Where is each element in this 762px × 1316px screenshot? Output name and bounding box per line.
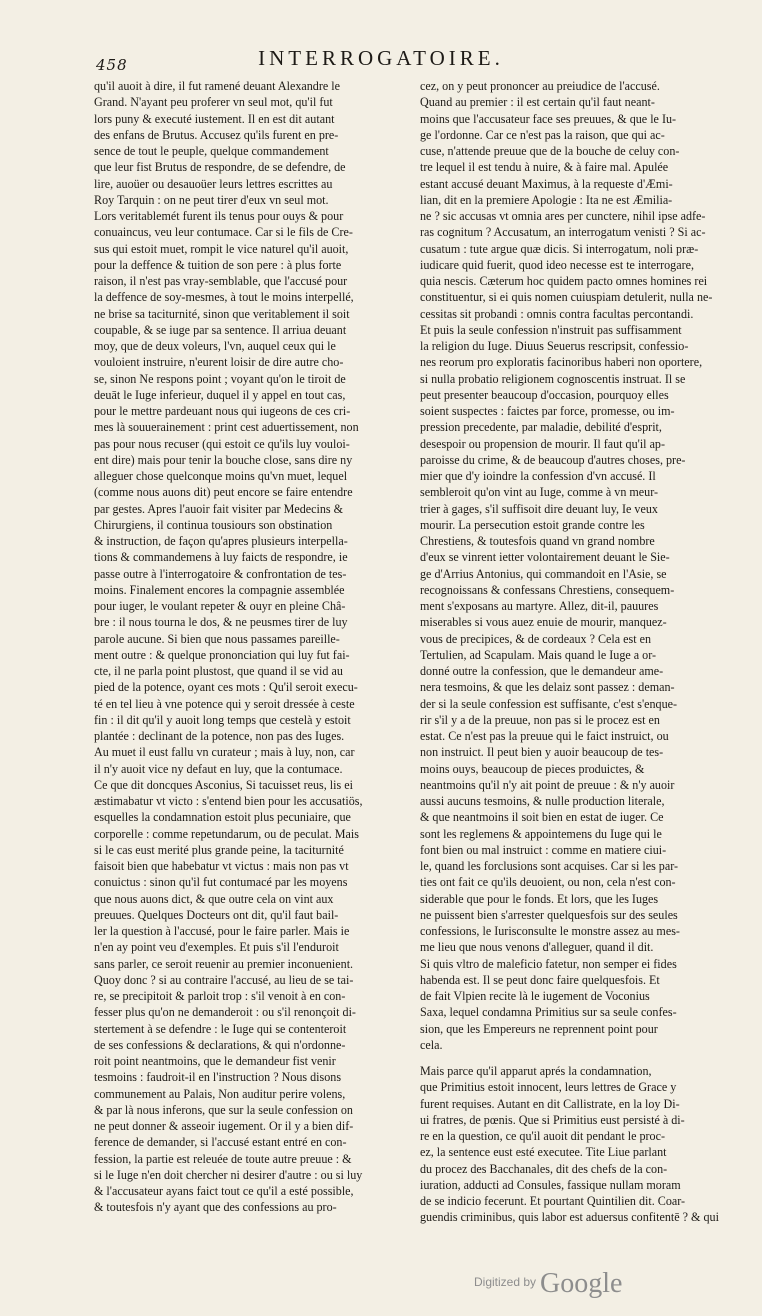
text-line: Au muet il eust fallu vn curateur ; mais à luy, non, car [94, 745, 355, 760]
text-line: lors puny & executé iustement. Il en est dit autant [94, 111, 335, 126]
page-number: 458 [96, 56, 128, 74]
text-line: communement au Palais, Non auditur perire volens, [94, 1086, 346, 1101]
paragraph-gap [420, 1053, 742, 1063]
text-line: pour le mettre pardeuant nous qui iugeons de ces cri- [94, 404, 351, 418]
text-line: si le Iuge n'en doit chercher ni desirer d'autre : ou si luy [94, 1167, 363, 1182]
text-line: Chirurgiens, il continua tousiours son obstination [94, 517, 333, 532]
text-line: ge d'Arrius Antonius, qui commandoit en l'Asie, se [420, 566, 667, 581]
text-line: recognoissans & confessans Chrestiens, consequem- [420, 582, 675, 597]
text-line: moins ouys, beaucoup de pieces produictes, & [420, 761, 645, 776]
text-line: le, quand les forclusions sont acquises. Car si les par- [420, 859, 679, 873]
text-line: pour la deffence & tuition de son pere : à plus forte [94, 257, 342, 272]
text-line: que nous auons dict, & que outre cela on vint aux [94, 891, 334, 906]
text-line: mier que d'y ioindre la confession d'vn accusé. Il [420, 469, 656, 483]
text-line: pas pour nous recuser (qui estoit ce qu'ils luy vouloi- [94, 436, 350, 451]
text-line: ference de demander, si l'accusé estant entré en con- [94, 1135, 347, 1150]
text-line: esquelles la condamnation estoit plus pecuniaire, que [94, 810, 351, 825]
text-line: cessitas sit probandi : omnis contra facultas percontandi. [420, 306, 694, 321]
text-line: miserables si vous auez enuie de mourir, manquez- [420, 615, 667, 630]
text-line: stertement à se defendre : le Iuge qui se contenteroit [94, 1021, 347, 1036]
text-line: Saxa, lequel condamna Primitius sur sa seule confes- [420, 1005, 677, 1020]
text-line: ge l'ordonne. Car ce n'est pas la raison, que qui ac- [420, 127, 665, 142]
text-line: preuues. Quelques Docteurs ont dit, qu'il faut bail- [94, 907, 339, 922]
text-line: & par là nous inferons, que sur la seule confession on [94, 1102, 353, 1117]
text-line: & l'accusateur ayans faict tout ce qu'il a esté possible, [94, 1184, 354, 1198]
text-line: pied de la potence, oyant ces mots : Qu'il seroit execu- [94, 680, 358, 695]
text-line: font bien ou mal instruict : comme en matiere ciui- [420, 842, 667, 857]
text-line: (comme nous auons dit) peut encore se faire entendre [94, 485, 353, 500]
text-line: peut presenter beaucoup d'occasion, pourquoy elles [420, 387, 669, 402]
text-line: des enfans de Brutus. Accusez qu'ils furent en pre- [94, 127, 339, 142]
text-line: furent requises. Autant en dit Callistrate, en la loy Di- [420, 1096, 680, 1111]
text-line: d'eux se vinrent ietter volontairement deuant le Sie- [420, 550, 670, 565]
text-line: guendis criminibus, quis labor est aduersus confitentē ? & qui [420, 1210, 719, 1225]
text-line: ties ont fait ce qu'ils deuoient, ou non, cela n'est con- [420, 875, 676, 890]
text-line: bre : il nous tourna le dos, & ne peusmes tirer de luy [94, 615, 348, 630]
text-line: moins. Finalement encores la compagnie assemblée [94, 582, 345, 597]
text-line: si le cas eust merité plus grande peine, la taciturnité [94, 842, 344, 857]
text-line: coupable, & se iuge par sa sentence. Il arriua deuant [94, 322, 347, 337]
text-line: tre lequel il est tendu à nuire, & à faire mal. Apulée [420, 160, 669, 175]
text-line: confessions, le Iurisconsulte le monstre assez au mes- [420, 924, 680, 938]
text-line: que Primitius estoit innocent, leurs lettres de Grace y [420, 1080, 677, 1095]
text-line: té en tel lieu à vne potence qui y seroit dressée à ceste [94, 696, 355, 711]
watermark-prefix: Digitized by [474, 1275, 537, 1289]
text-line: Si quis vltro de maleficio fatetur, non semper ei fides [420, 956, 677, 971]
text-line: pour iuger, le voulant repeter & ouyr en pleine Châ- [94, 599, 346, 613]
text-line: Roy Tarquin : on ne peut tirer d'eux vn seul mot. [94, 192, 329, 207]
text-line: mourir. La persecution estoit grande contre les [420, 517, 645, 532]
text-line: soient suspectes : faictes par force, promesse, ou im- [420, 404, 675, 418]
text-line: Lors veritablemét furent ils tenus pour ouys & pour [94, 209, 344, 223]
text-line: cez, on y peut prononcer au preiudice de l'accusé. [420, 79, 660, 93]
text-line: lire, auoüer ou desauoüer leurs lettres escrittes au [94, 176, 333, 191]
text-line: trier à gages, s'il suffisoit dire deuant luy, Ie veux [420, 501, 658, 516]
text-line: iudicare quid fuerit, quod ideo necesse est te interrogare, [420, 257, 695, 272]
text-line: æstimabatur vt victo : s'entend bien pour les accusatiös, [94, 794, 363, 808]
text-line: aussi aucuns tesmoins, & nulle production literale, [420, 794, 665, 808]
text-line: que leur fist Brutus de respondre, de se defendre, de [94, 160, 346, 175]
text-line: ras cognitum ? Accusatum, an interrogatum venisti ? Si ac- [420, 225, 706, 240]
text-line: Tertulien, ad Scapulam. Mais quand le Iuge a or- [420, 647, 657, 662]
text-line: par gestes. Apres l'auoir fait visiter par Medecins & [94, 501, 344, 516]
text-line: paroisse du crime, & de beaucoup d'autres choses, pre- [420, 452, 686, 467]
text-line: estat. Ce n'est pas la preuue qui le faict instruict, ou [420, 729, 669, 743]
text-line: siderable que pour le fonds. Et lors, que les Iuges [420, 891, 659, 906]
text-line: de fait Vlpien recite là le iugement de Voconius [420, 989, 650, 1003]
text-line: & instruction, de façon qu'apres plusieurs interpella- [94, 534, 348, 548]
text-line: quia nescis. Cæterum hoc quidem pacto omnes homines rei [420, 274, 708, 288]
text-line: alleguer chose quelconque moins qu'vn muet, lequel [94, 469, 348, 483]
text-line: ne peut donner & asseoir iugement. Or il y a bien dif- [94, 1119, 354, 1133]
text-line: nera tesmoins, & que les delaiz sont passez : deman- [420, 680, 675, 695]
text-line: de ses confessions & declarations, & qui n'ordonne- [94, 1037, 346, 1052]
text-line: plantée : declinant de la potence, non pas des Iuges. [94, 729, 345, 743]
text-line: faisoit bien que habebatur vt victus : mais non pas vt [94, 859, 349, 873]
text-line: mes là souuerainement : print cest aduertissement, non [94, 420, 359, 435]
text-line: vouloient instruire, n'eurent loisir de dire autre cho- [94, 355, 344, 370]
text-line: sans parler, ce seroit reuenir au premier inconuenient. [94, 956, 354, 971]
text-line: re en la question, ce qu'il auoit dit pendant le proc- [420, 1129, 665, 1143]
text-line: tesmoins : faudroit-il en l'instruction ? Nous disons [94, 1070, 342, 1085]
text-line: de se indicio fecerunt. Et pourtant Quintilien dit. Coar- [420, 1194, 686, 1208]
text-line: sembleroit qu'on vint au Iuge, comme à vn meur- [420, 485, 659, 500]
text-line: tions & commandemens à luy faicts de respondre, ie [94, 550, 348, 565]
text-line: cusatum : tute argue quæ dicis. Si interrogatum, noli præ- [420, 241, 699, 256]
text-line: & toutesfois n'y ayant que des confessions au pro- [94, 1200, 337, 1215]
text-line: si nulla probatio religionem cognoscentis instruat. Il se [420, 371, 686, 386]
text-line: sont les reglemens & appointemens du Iuge qui le [420, 826, 662, 841]
text-line: pression precedente, par maladie, debilité d'esprit, [420, 420, 662, 435]
text-line: qu'il auoit à dire, il fut ramené deuant Alexandre le [94, 79, 340, 93]
text-line: ne puissent bien s'arrester quelquesfois sur des seules [420, 907, 678, 922]
text-line: fession, la partie est releuée de toute autre preuue : & [94, 1151, 352, 1166]
text-line: roit point neantmoins, que le demandeur fist venir [94, 1054, 336, 1068]
text-line: Quand au premier : il est certain qu'il faut neant- [420, 95, 655, 110]
text-line: & que neantmoins il soit bien en estat de iuger. Ce [420, 810, 664, 825]
google-logo: Google [540, 1268, 623, 1299]
text-line: iuration, adducti ad Consules, fassique nullam moram [420, 1177, 681, 1192]
text-line: donné outre la confession, que le demandeur ame- [420, 664, 664, 678]
running-head: INTERROGATOIRE. [258, 46, 504, 70]
text-line: habenda est. Il se peut donc faire quelquesfois. Et [420, 972, 660, 987]
right-column-second-paragraph [420, 1063, 742, 1226]
text-line: la deffence de soy-mesmes, à tout le moins interpellé, [94, 290, 354, 305]
text-line: ne brise sa taciturnité, sinon que veritablement il soit [94, 306, 350, 321]
text-line: il n'y auoit vice ny defaut en luy, que la contumace. [94, 761, 343, 776]
text-line: cte, il ne parla point plustost, que quand il se vid au [94, 664, 343, 678]
digitized-by-google-watermark [474, 1268, 622, 1300]
text-line: fin : il dit qu'il y auoit long temps que cestelà y estoit [94, 712, 351, 727]
text-line: ne ? sic accusas vt omnia ares per cunctere, nihil ipse adfe- [420, 209, 706, 223]
text-line: se, sinon Ne respons point ; voyant qu'on le tiroit de [94, 371, 346, 386]
text-line: sence de tout le peuple, quelque commandement [94, 144, 329, 158]
text-line: desespoir ou propension de mourir. Il faut qu'il ap- [420, 436, 666, 451]
text-line: Mais parce qu'il apparut aprés la condamnation, [420, 1064, 652, 1078]
text-line: non instruict. Il peut bien y auoir beaucoup de tes- [420, 745, 664, 760]
text-line: passe outre à l'interrogatoire & confrontation de tes- [94, 566, 347, 581]
text-line: neantmoins qu'il n'y ait point de preuue : & n'y auoir [420, 777, 675, 792]
text-line: re, se precipitoit & parloit trop : s'il venoit à en con- [94, 989, 346, 1003]
left-text-column [94, 78, 414, 1216]
text-line: conuictus : sinon qu'il fut contumacé par les moyens [94, 875, 348, 890]
text-line: raison, il n'est pas vray-semblable, que l'accusé pour [94, 274, 348, 288]
text-line: parole aucune. Si bien que nous passames pareille- [94, 631, 340, 646]
text-line: der si la seule confession est suffisante, c'est s'enque- [420, 696, 678, 711]
text-line: lian, dit en la premiere Apologie : Ita ne est Æmilia- [420, 192, 673, 207]
text-line: Quoy donc ? si au contraire l'accusé, au lieu de se tai- [94, 972, 354, 987]
right-text-column [420, 78, 742, 1226]
right-column-first-paragraph [420, 78, 742, 1053]
text-line: sus qui estoit muet, rompit le vice naturel qu'il auoit, [94, 241, 349, 256]
text-line: Grand. N'ayant peu proferer vn seul mot, qu'il fut [94, 95, 333, 110]
text-line: deuāt le Iuge inferieur, duquel il y appel en tout cas, [94, 387, 346, 402]
text-line: constituentur, si ei quis nomen cuiuspiam detulerit, nulla ne- [420, 290, 713, 305]
text-line: ment outre : & quelque prononciation qui luy fut fai- [94, 647, 350, 662]
text-line: vous de precipices, & de cordeaux ? Cela est en [420, 631, 652, 646]
text-line: cela. [420, 1037, 443, 1052]
text-line: ent dire) mais pour tenir la bouche close, sans dire ny [94, 452, 353, 467]
text-line: moins que l'accusateur face ses preuues, & que le Iu- [420, 111, 677, 126]
text-line: nes reorum pro exploratis facinoribus haberi non oportere, [420, 355, 703, 370]
text-line: estant accusé deuant Maximus, à la requeste d'Æmi- [420, 176, 673, 191]
text-line: conuaincus, veu leur contumace. Car si le fils de Cre- [94, 225, 353, 240]
text-line: cuse, n'attende preuue que de la bouche de celuy con- [420, 144, 680, 158]
text-line: me lieu que nous venons d'alleguer, quand il dit. [420, 940, 654, 955]
text-line: Chrestiens, & toutesfois quand vn grand nombre [420, 534, 655, 548]
text-line: rir s'il y a de la preuue, non pas si le procez est en [420, 712, 660, 727]
text-line: la religion du Iuge. Diuus Seuerus rescripsit, confessio- [420, 339, 689, 353]
text-line: n'en ay point veu d'exemples. Et puis s'il l'enduroit [94, 940, 339, 955]
text-line: Et puis la seule confession n'instruit pas suffisamment [420, 322, 682, 337]
text-line: sion, que les Empereurs ne reprennent point pour [420, 1021, 658, 1036]
text-line: ler la question à l'accusé, pour le faire parler. Mais ie [94, 924, 350, 938]
text-line: Ce que dit doncques Asconius, Si tacuisset reus, lis ei [94, 777, 353, 792]
text-line: ez, la sentence eust esté executee. Tite Liue parlant [420, 1145, 667, 1160]
text-line: ment s'exposans au martyre. Allez, dit-il, pauures [420, 599, 659, 613]
text-line: corporelle : comme repetundarum, ou de peculat. Mais [94, 826, 359, 841]
text-line: moy, que de deux voleurs, l'vn, auquel ceux qui le [94, 339, 336, 353]
text-line: fesser plus qu'on ne demanderoit : ou s'il renonçoit di- [94, 1005, 356, 1020]
text-line: du procez des Bacchanales, dit des chefs de la con- [420, 1161, 668, 1176]
text-line: ui fratres, de pœnis. Que si Primitius eust persisté à di- [420, 1112, 685, 1127]
